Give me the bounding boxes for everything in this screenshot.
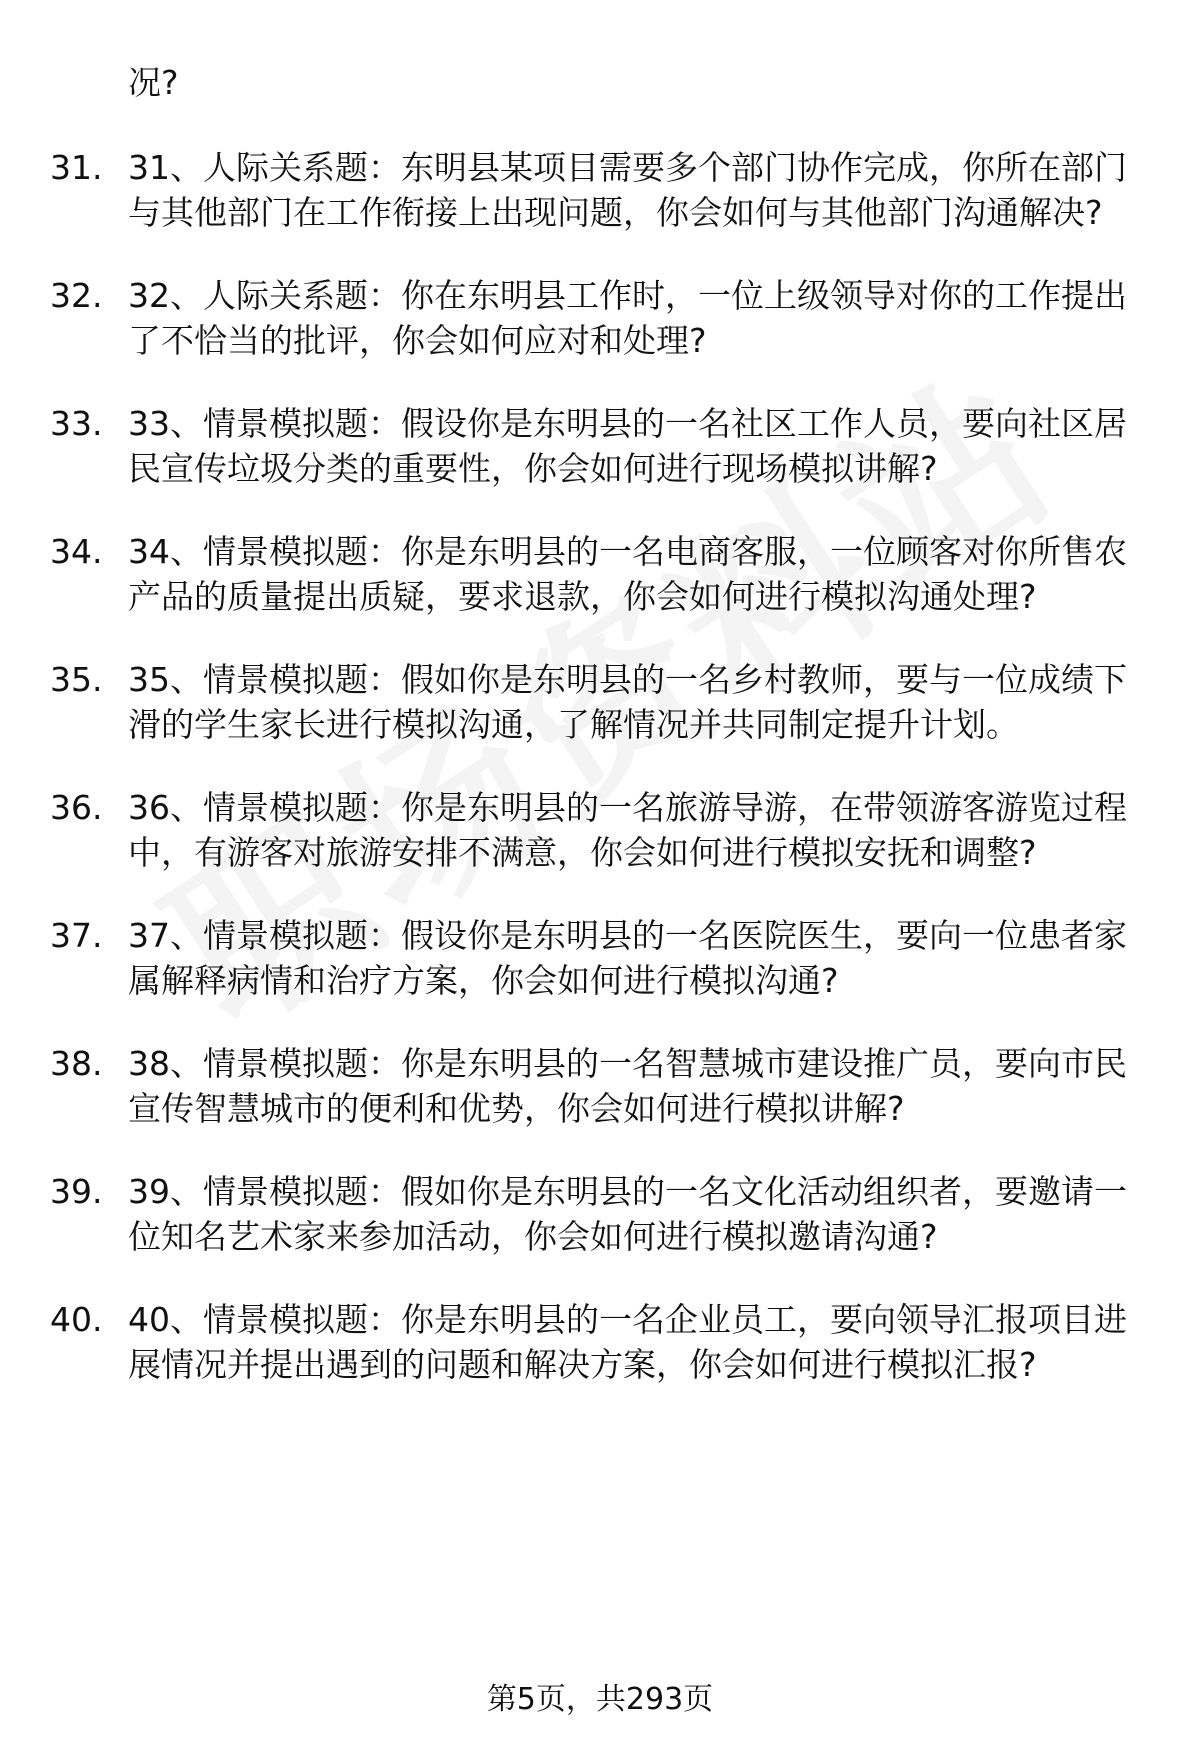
item-number: 35. <box>50 660 103 699</box>
item-number: 39. <box>50 1172 103 1211</box>
item-number: 31. <box>50 148 103 187</box>
item-text: 32、人际关系题：你在东明县工作时，一位上级领导对你的工作提出了不恰当的批评，你会如何应对和处理? <box>128 276 1127 360</box>
list-item <box>50 657 1150 747</box>
item-text: 37、情景模拟题：假设你是东明县的一名医院医生，要向一位患者家属解释病情和治疗方案，你会如何进行模拟沟通? <box>128 916 1127 1000</box>
list-item <box>50 401 1150 491</box>
item-number: 37. <box>50 916 103 955</box>
page-footer: 第5页，共293页 <box>486 1682 714 1717</box>
item-text: 40、情景模拟题：你是东明县的一名企业员工，要向领导汇报项目进展情况并提出遇到的问题和解决方案，你会如何进行模拟汇报? <box>128 1300 1127 1384</box>
question-list <box>50 145 1150 1425</box>
item-text: 35、情景模拟题：假如你是东明县的一名乡村教师，要与一位成绩下滑的学生家长进行模拟沟通，了解情况并共同制定提升计划。 <box>128 660 1127 744</box>
item-number: 38. <box>50 1044 103 1083</box>
list-item <box>50 1297 1150 1387</box>
item-number: 34. <box>50 532 103 571</box>
list-item <box>50 145 1150 235</box>
list-item <box>50 273 1150 363</box>
item-text: 33、情景模拟题：假设你是东明县的一名社区工作人员，要向社区居民宣传垃圾分类的重要性，你会如何进行现场模拟讲解? <box>128 404 1127 488</box>
item-number: 40. <box>50 1300 103 1339</box>
item-text: 36、情景模拟题：你是东明县的一名旅游导游，在带领游客游览过程中，有游客对旅游安排不满意，你会如何进行模拟安抚和调整? <box>128 788 1127 872</box>
item-text: 31、人际关系题：东明县某项目需要多个部门协作完成，你所在部门与其他部门在工作衔接上出现问题，你会如何与其他部门沟通解决? <box>128 148 1127 232</box>
list-item <box>50 529 1150 619</box>
list-item <box>50 913 1150 1003</box>
item-text: 38、情景模拟题：你是东明县的一名智慧城市建设推广员，要向市民宣传智慧城市的便利和优势，你会如何进行模拟讲解? <box>128 1044 1127 1128</box>
item-text: 34、情景模拟题：你是东明县的一名电商客服，一位顾客对你所售农产品的质量提出质疑，要求退款，你会如何进行模拟沟通处理? <box>128 532 1127 616</box>
list-item <box>50 1041 1150 1131</box>
item-number: 36. <box>50 788 103 827</box>
item-text: 39、情景模拟题：假如你是东明县的一名文化活动组织者，要邀请一位知名艺术家来参加活动，你会如何进行模拟邀请沟通? <box>128 1172 1127 1256</box>
item-number: 32. <box>50 276 103 315</box>
item-number: 33. <box>50 404 103 443</box>
list-item <box>50 1169 1150 1259</box>
continued-text: 况? <box>128 63 179 102</box>
list-item <box>50 785 1150 875</box>
